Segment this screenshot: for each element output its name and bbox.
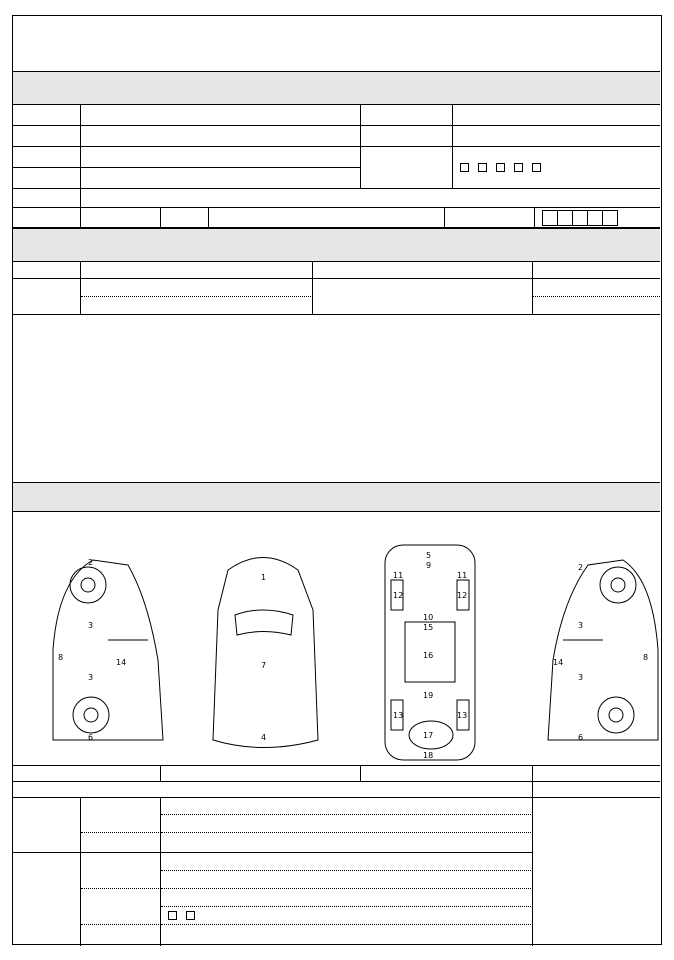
- part-label: 6: [88, 733, 94, 742]
- parts-label: [13, 782, 533, 797]
- mainB2-options: [161, 907, 533, 925]
- trans-options: [453, 147, 660, 188]
- part-label: 3: [578, 673, 584, 682]
- rank1-label: [81, 798, 161, 833]
- row-engine: [13, 208, 660, 228]
- year-label: [13, 126, 81, 146]
- valid-value: [453, 126, 660, 146]
- mileage-label: [13, 279, 81, 314]
- part-label: 3: [578, 621, 584, 630]
- first-reg-label: [13, 147, 81, 168]
- package-tray-checkbox[interactable]: [186, 911, 195, 920]
- pillar-panel-option[interactable]: [164, 911, 179, 920]
- left-rear-wheel: [73, 697, 109, 733]
- sheet-header: [13, 16, 660, 72]
- part-label: 3: [88, 673, 94, 682]
- trans-semi-checkbox[interactable]: [496, 163, 505, 172]
- part-label: 4: [261, 733, 267, 742]
- mileage-opts2: [81, 297, 313, 315]
- trans-opt-auto[interactable]: [456, 163, 471, 172]
- status-h4: [533, 262, 660, 278]
- mileage-opts1: [81, 279, 313, 297]
- basic-info-header: [13, 71, 660, 105]
- part-label: 15: [423, 623, 434, 632]
- simple-repair-label: [361, 766, 533, 781]
- right-rear-wheel: [598, 697, 634, 733]
- pillar-panel-checkbox[interactable]: [168, 911, 177, 920]
- part-label: 18: [423, 751, 434, 760]
- warranty-options: [209, 208, 445, 227]
- warranty-label: [161, 208, 209, 227]
- car-name-cell: [81, 105, 361, 125]
- price-digit-box[interactable]: [573, 210, 588, 226]
- trans-auto-checkbox[interactable]: [460, 163, 469, 172]
- package-tray-option[interactable]: [182, 911, 197, 920]
- part-label: 5: [426, 551, 432, 560]
- parts-table: [13, 798, 660, 946]
- part-label: 2: [578, 563, 584, 572]
- left-front-wheel: [70, 567, 106, 603]
- engine-value: [81, 208, 161, 227]
- rankA-label: [81, 853, 161, 889]
- status-h2: [81, 262, 313, 278]
- part-label: 10: [423, 613, 434, 622]
- mainC-options: [161, 925, 533, 946]
- part-label: 16: [423, 651, 434, 660]
- top-view-body: [213, 558, 318, 748]
- row-mileage: [13, 279, 660, 315]
- left-side-body: [53, 560, 163, 740]
- part-label: 13: [393, 711, 404, 720]
- car-diagram-svg: [13, 540, 660, 765]
- rankB-label: [81, 889, 161, 925]
- part-label: 12: [393, 591, 404, 600]
- part-label: 19: [423, 691, 434, 700]
- status-h3: [313, 262, 533, 278]
- top-view-windshield: [235, 610, 293, 635]
- part-label: 8: [58, 653, 64, 662]
- reg-no-value: [453, 105, 660, 125]
- part-label: 6: [578, 733, 584, 742]
- part-label: 7: [261, 661, 267, 670]
- inspection-sheet: [12, 15, 662, 945]
- rankC-label: [81, 925, 161, 946]
- year-value: [81, 126, 361, 146]
- base-price-cell[interactable]: [535, 208, 660, 227]
- price-digit-box[interactable]: [558, 210, 573, 226]
- outer1-options: [161, 798, 533, 815]
- right-front-hub: [611, 578, 625, 592]
- reg-no-label: [361, 105, 453, 125]
- trans-opt-cvt[interactable]: [510, 163, 525, 172]
- part-label: 1: [261, 573, 267, 582]
- fuel-label: [13, 189, 81, 207]
- part-label: 17: [423, 731, 434, 740]
- engine-label: [13, 208, 81, 227]
- part-label: 14: [116, 658, 127, 667]
- vin-value: [81, 168, 361, 189]
- row-first-reg: [13, 147, 660, 189]
- car-diagram: [13, 540, 660, 766]
- mainA2-options: [161, 871, 533, 889]
- top-line: [0, 0, 674, 14]
- row-fuel: [13, 189, 660, 208]
- trans-opt-semi[interactable]: [492, 163, 507, 172]
- trans-label: [361, 147, 453, 188]
- right-side-body: [548, 560, 658, 740]
- row-parts-header: [13, 782, 660, 798]
- trans-opt-manual[interactable]: [474, 163, 489, 172]
- fuel-options: [81, 189, 660, 207]
- right-rear-hub: [609, 708, 623, 722]
- part-label: 11: [393, 571, 404, 580]
- row-accident-history: [13, 765, 660, 782]
- status-header: [13, 228, 660, 262]
- outer1b-options: [161, 815, 533, 833]
- simple-repair-options: [533, 766, 660, 781]
- outer2-options: [161, 833, 533, 853]
- right-front-wheel: [600, 567, 636, 603]
- part-label: 9: [426, 561, 432, 570]
- part-label: 3: [88, 621, 94, 630]
- accident-history-options: [161, 766, 361, 781]
- parts-price-value: [533, 798, 660, 946]
- mainB1-options: [161, 889, 533, 907]
- row-car-name: [13, 105, 660, 126]
- left-front-hub: [81, 578, 95, 592]
- mileage-price1: [533, 279, 660, 297]
- vin-label: [13, 168, 81, 189]
- trans-cvt-checkbox[interactable]: [514, 163, 523, 172]
- mainA1-options: [161, 853, 533, 871]
- valid-label: [361, 126, 453, 146]
- price-digit-box[interactable]: [603, 210, 618, 226]
- mileage-value-cell: [313, 279, 533, 314]
- trans-etc-checkbox[interactable]: [532, 163, 541, 172]
- base-price-label: [445, 208, 535, 227]
- row-year: [13, 126, 660, 147]
- mileage-price2: [533, 297, 660, 315]
- price-digit-box[interactable]: [542, 210, 558, 226]
- parts-price-head: [533, 782, 660, 797]
- part-label: 8: [643, 653, 649, 662]
- part-label: 11: [457, 571, 468, 580]
- part-label: 13: [457, 711, 468, 720]
- price-digit-box[interactable]: [588, 210, 603, 226]
- part-label: 14: [553, 658, 564, 667]
- accident-header: [13, 482, 660, 512]
- car-name-label: [13, 105, 81, 125]
- first-reg-value: [81, 147, 361, 168]
- main-frame-label: [13, 853, 81, 946]
- left-rear-hub: [84, 708, 98, 722]
- rank2-label: [81, 833, 161, 853]
- status-col-header: [13, 262, 660, 279]
- trans-opt-etc[interactable]: [528, 163, 543, 172]
- status-h1: [13, 262, 81, 278]
- part-label: 2: [88, 558, 94, 567]
- part-label: 12: [457, 591, 468, 600]
- trans-manual-checkbox[interactable]: [478, 163, 487, 172]
- accident-history-label: [13, 766, 161, 781]
- outer-panel-label: [13, 798, 81, 853]
